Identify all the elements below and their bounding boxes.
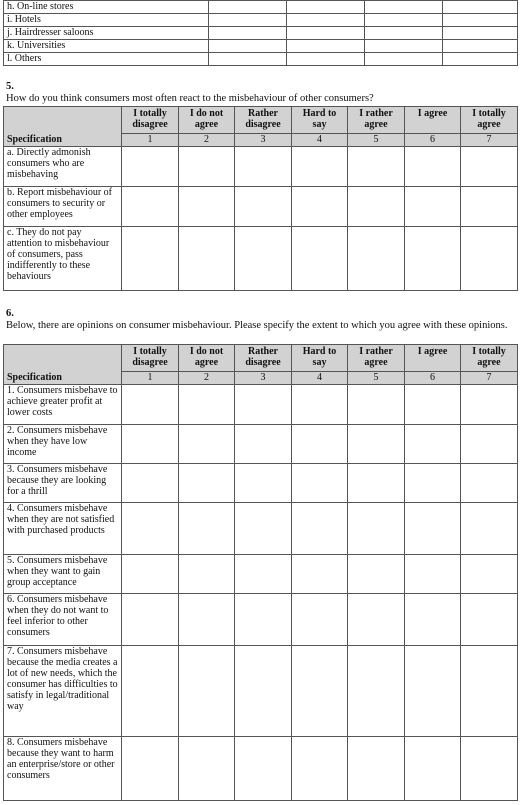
rating-cell-3[interactable] bbox=[235, 503, 292, 555]
rating-cell-5[interactable] bbox=[348, 737, 405, 801]
scale-label-7: I totally agree bbox=[461, 107, 518, 134]
statement-label: 8. Consumers misbehave because they want to harm an enterprise/store or other consumers bbox=[4, 737, 122, 801]
rating-cell-6[interactable] bbox=[405, 147, 461, 187]
answer-cell[interactable] bbox=[443, 40, 518, 53]
table-row bbox=[4, 385, 518, 425]
previous-question-table bbox=[3, 0, 518, 66]
rating-cell-5[interactable] bbox=[348, 187, 405, 227]
answer-cell[interactable] bbox=[209, 14, 287, 27]
rating-cell-6[interactable] bbox=[405, 227, 461, 291]
scale-label-2: I do not agree bbox=[179, 345, 235, 372]
scale-label-6: I agree bbox=[405, 107, 461, 134]
rating-cell-6[interactable] bbox=[405, 464, 461, 503]
rating-cell-3[interactable] bbox=[235, 594, 292, 646]
rating-cell-3[interactable] bbox=[235, 147, 292, 187]
table-row bbox=[4, 40, 518, 53]
statement-label: c. They do not pay attention to misbehaviour of consumers, pass indifferently to these behaviours bbox=[4, 227, 122, 291]
rating-cell-3[interactable] bbox=[235, 227, 292, 291]
table-row bbox=[4, 464, 518, 503]
scale-number-7: 7 bbox=[461, 134, 518, 147]
rating-cell-1[interactable] bbox=[122, 187, 179, 227]
statement-label: 3. Consumers misbehave because they are looking for a thrill bbox=[4, 464, 122, 503]
rating-cell-5[interactable] bbox=[348, 646, 405, 737]
scale-label-4: Hard to say bbox=[292, 107, 348, 134]
answer-cell[interactable] bbox=[365, 14, 443, 27]
rating-cell-1[interactable] bbox=[122, 737, 179, 801]
rating-cell-4[interactable] bbox=[292, 385, 348, 425]
scale-number-5: 5 bbox=[348, 134, 405, 147]
scale-label-5: I rather agree bbox=[348, 107, 405, 134]
rating-cell-6[interactable] bbox=[405, 555, 461, 594]
rating-cell-4[interactable] bbox=[292, 555, 348, 594]
table-row bbox=[4, 555, 518, 594]
rating-cell-4[interactable] bbox=[292, 425, 348, 464]
rating-cell-2[interactable] bbox=[179, 555, 235, 594]
table-row bbox=[4, 53, 518, 66]
statement-label: 4. Consumers misbehave when they are not satisfied with purchased products bbox=[4, 503, 122, 555]
row-label: l. Others bbox=[4, 53, 209, 66]
rating-cell-1[interactable] bbox=[122, 594, 179, 646]
answer-cell[interactable] bbox=[365, 27, 443, 40]
rating-cell-2[interactable] bbox=[179, 425, 235, 464]
rating-cell-1[interactable] bbox=[122, 503, 179, 555]
table-row bbox=[4, 646, 518, 737]
table-row bbox=[4, 27, 518, 40]
rating-cell-4[interactable] bbox=[292, 503, 348, 555]
rating-cell-6[interactable] bbox=[405, 385, 461, 425]
answer-cell[interactable] bbox=[443, 53, 518, 66]
rating-cell-2[interactable] bbox=[179, 227, 235, 291]
rating-cell-2[interactable] bbox=[179, 646, 235, 737]
statement-label: 5. Consumers misbehave when they want to gain group acceptance bbox=[4, 555, 122, 594]
rating-cell-4[interactable] bbox=[292, 147, 348, 187]
answer-cell[interactable] bbox=[209, 27, 287, 40]
rating-cell-4[interactable] bbox=[292, 227, 348, 291]
table-row bbox=[4, 187, 518, 227]
scale-number-3: 3 bbox=[235, 372, 292, 385]
rating-cell-3[interactable] bbox=[235, 385, 292, 425]
scale-number-1: 1 bbox=[122, 134, 179, 147]
rating-cell-4[interactable] bbox=[292, 646, 348, 737]
scale-number-4: 4 bbox=[292, 134, 348, 147]
answer-cell[interactable] bbox=[443, 27, 518, 40]
rating-cell-3[interactable] bbox=[235, 737, 292, 801]
answer-cell[interactable] bbox=[287, 1, 365, 14]
row-label: k. Universities bbox=[4, 40, 209, 53]
rating-cell-1[interactable] bbox=[122, 147, 179, 187]
scale-number-7: 7 bbox=[461, 372, 518, 385]
rating-cell-7[interactable] bbox=[461, 464, 518, 503]
answer-cell[interactable] bbox=[365, 1, 443, 14]
rating-cell-1[interactable] bbox=[122, 385, 179, 425]
scale-number-2: 2 bbox=[179, 134, 235, 147]
answer-cell[interactable] bbox=[209, 40, 287, 53]
scale-number-1: 1 bbox=[122, 372, 179, 385]
table-row bbox=[4, 737, 518, 801]
specification-header: Specification bbox=[4, 107, 122, 147]
scale-number-5: 5 bbox=[348, 372, 405, 385]
scale-label-3: Rather disagree bbox=[235, 345, 292, 372]
rating-cell-1[interactable] bbox=[122, 227, 179, 291]
rating-cell-3[interactable] bbox=[235, 555, 292, 594]
statement-label: 7. Consumers misbehave because the media creates a lot of new needs, which the consumer has difficulties to satisfy in legal/traditional way bbox=[4, 646, 122, 737]
rating-cell-2[interactable] bbox=[179, 187, 235, 227]
answer-cell[interactable] bbox=[287, 40, 365, 53]
table-row bbox=[4, 14, 518, 27]
rating-cell-2[interactable] bbox=[179, 503, 235, 555]
scale-number-3: 3 bbox=[235, 134, 292, 147]
rating-cell-7[interactable] bbox=[461, 737, 518, 801]
answer-cell[interactable] bbox=[365, 53, 443, 66]
rating-cell-5[interactable] bbox=[348, 594, 405, 646]
scale-label-2: I do not agree bbox=[179, 107, 235, 134]
statement-label: 2. Consumers misbehave when they have low income bbox=[4, 425, 122, 464]
statement-label: 1. Consumers misbehave to achieve greater profit at lower costs bbox=[4, 385, 122, 425]
specification-header: Specification bbox=[4, 345, 122, 385]
scale-label-3: Rather disagree bbox=[235, 107, 292, 134]
rating-cell-4[interactable] bbox=[292, 187, 348, 227]
answer-cell[interactable] bbox=[287, 53, 365, 66]
rating-cell-5[interactable] bbox=[348, 147, 405, 187]
q6-number: 6. bbox=[6, 308, 14, 319]
rating-cell-2[interactable] bbox=[179, 147, 235, 187]
rating-cell-5[interactable] bbox=[348, 555, 405, 594]
q6-question: Below, there are opinions on consumer misbehaviour. Please specify the extent to which you agree with these opinions. bbox=[6, 320, 508, 331]
scale-number-2: 2 bbox=[179, 372, 235, 385]
rating-cell-1[interactable] bbox=[122, 425, 179, 464]
table-row bbox=[4, 594, 518, 646]
rating-cell-1[interactable] bbox=[122, 464, 179, 503]
rating-cell-7[interactable] bbox=[461, 187, 518, 227]
statement-label: b. Report misbehaviour of consumers to security or other employees bbox=[4, 187, 122, 227]
rating-cell-7[interactable] bbox=[461, 147, 518, 187]
rating-cell-5[interactable] bbox=[348, 464, 405, 503]
rating-cell-6[interactable] bbox=[405, 503, 461, 555]
rating-cell-6[interactable] bbox=[405, 646, 461, 737]
rating-cell-6[interactable] bbox=[405, 737, 461, 801]
row-label: h. On-line stores bbox=[4, 1, 209, 14]
scale-number-6: 6 bbox=[405, 134, 461, 147]
row-label: j. Hairdresser saloons bbox=[4, 27, 209, 40]
rating-cell-2[interactable] bbox=[179, 385, 235, 425]
answer-cell[interactable] bbox=[287, 27, 365, 40]
scale-label-5: I rather agree bbox=[348, 345, 405, 372]
rating-cell-4[interactable] bbox=[292, 594, 348, 646]
rating-cell-4[interactable] bbox=[292, 737, 348, 801]
rating-cell-5[interactable] bbox=[348, 227, 405, 291]
q5-table bbox=[3, 106, 518, 291]
table-row bbox=[4, 1, 518, 14]
scale-number-4: 4 bbox=[292, 372, 348, 385]
rating-cell-7[interactable] bbox=[461, 503, 518, 555]
answer-cell[interactable] bbox=[287, 14, 365, 27]
scale-label-4: Hard to say bbox=[292, 345, 348, 372]
scale-number-6: 6 bbox=[405, 372, 461, 385]
answer-cell[interactable] bbox=[365, 40, 443, 53]
q5-number: 5. bbox=[6, 81, 14, 92]
q6-table bbox=[3, 344, 518, 801]
rating-cell-2[interactable] bbox=[179, 737, 235, 801]
rating-cell-6[interactable] bbox=[405, 425, 461, 464]
rating-cell-2[interactable] bbox=[179, 594, 235, 646]
scale-label-1: I totally disagree bbox=[122, 107, 179, 134]
rating-cell-2[interactable] bbox=[179, 464, 235, 503]
table-row bbox=[4, 425, 518, 464]
rating-cell-4[interactable] bbox=[292, 464, 348, 503]
rating-cell-7[interactable] bbox=[461, 646, 518, 737]
answer-cell[interactable] bbox=[209, 53, 287, 66]
statement-label: a. Directly admonish consumers who are misbehaving bbox=[4, 147, 122, 187]
scale-label-6: I agree bbox=[405, 345, 461, 372]
scale-label-7: I totally agree bbox=[461, 345, 518, 372]
answer-cell[interactable] bbox=[443, 1, 518, 14]
answer-cell[interactable] bbox=[209, 1, 287, 14]
table-row bbox=[4, 227, 518, 291]
answer-cell[interactable] bbox=[443, 14, 518, 27]
rating-cell-3[interactable] bbox=[235, 187, 292, 227]
rating-cell-7[interactable] bbox=[461, 227, 518, 291]
scale-label-1: I totally disagree bbox=[122, 345, 179, 372]
rating-cell-6[interactable] bbox=[405, 187, 461, 227]
rating-cell-5[interactable] bbox=[348, 385, 405, 425]
rating-cell-6[interactable] bbox=[405, 594, 461, 646]
rating-cell-3[interactable] bbox=[235, 646, 292, 737]
rating-cell-1[interactable] bbox=[122, 646, 179, 737]
rating-cell-3[interactable] bbox=[235, 464, 292, 503]
rating-cell-1[interactable] bbox=[122, 555, 179, 594]
table-row bbox=[4, 503, 518, 555]
rating-cell-7[interactable] bbox=[461, 385, 518, 425]
row-label: i. Hotels bbox=[4, 14, 209, 27]
rating-cell-5[interactable] bbox=[348, 425, 405, 464]
rating-cell-7[interactable] bbox=[461, 594, 518, 646]
q5-question: How do you think consumers most often react to the misbehaviour of other consumers? bbox=[6, 93, 374, 104]
rating-cell-3[interactable] bbox=[235, 425, 292, 464]
table-row bbox=[4, 147, 518, 187]
rating-cell-7[interactable] bbox=[461, 425, 518, 464]
rating-cell-5[interactable] bbox=[348, 503, 405, 555]
statement-label: 6. Consumers misbehave when they do not want to feel inferior to other consumers bbox=[4, 594, 122, 646]
rating-cell-7[interactable] bbox=[461, 555, 518, 594]
